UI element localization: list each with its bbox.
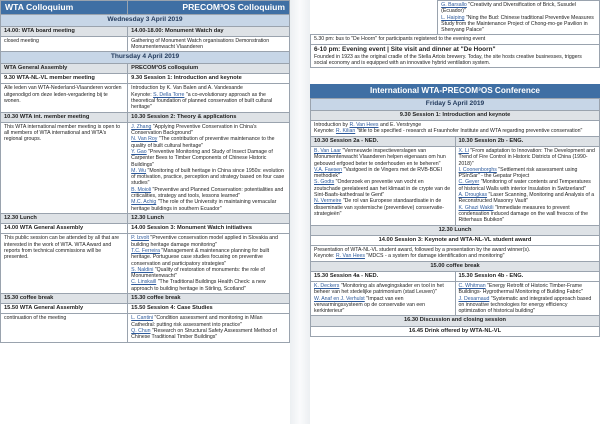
- session-row: [1, 294, 290, 304]
- session-title: 15.50 WTA General Assembly: [1, 304, 128, 314]
- session-row: [311, 316, 600, 326]
- speaker-name: B. Moioli: [131, 186, 152, 193]
- speaker-name: S. Godts: [314, 179, 335, 186]
- evening-row: [311, 44, 600, 68]
- session-row: [311, 235, 600, 245]
- speaker-name: R. Van Hees: [349, 122, 379, 129]
- talk-item: [131, 168, 286, 187]
- talk-item: [131, 267, 286, 280]
- conference-title: International WTA-PRECOM³OS Conference: [310, 84, 600, 98]
- keynote-line: [314, 128, 596, 134]
- talk-title: "Research on Structural Safety Assessment Method of Chinese Traditional Timber Buildings": [131, 328, 277, 341]
- evening-title: 6-10 pm: Evening event | Site visit and dinner at "De Hoorn": [314, 45, 496, 53]
- talk-item: [131, 149, 286, 168]
- bus-note: 5.30 pm: bus to "De Hoorn" for participants registered to the evening event: [311, 35, 600, 44]
- talk-item: [459, 179, 597, 192]
- talk-title: "Preventive Monitoring and Study of Insect Damage of Carpenter Bees to Timber Components of Chinese Historic Buildings": [131, 148, 273, 168]
- conference-table: [310, 98, 600, 336]
- speaker-name: L. Cantini: [131, 315, 154, 322]
- day-label: Wednesday 3 April 2019: [1, 15, 290, 27]
- speaker-name: N. Vermeire: [314, 198, 342, 205]
- speaker-name: V.A. Faesen: [314, 166, 343, 173]
- talk-title: "Creativity and Diversification of Brick, Susudel (Ecuador)": [441, 2, 576, 15]
- talk-title: "The Traditional Buildings Health Check: a new approach to building heritage in Stirling, Scotland": [131, 279, 266, 292]
- session-detail-row: [1, 122, 290, 213]
- session-title: 10.30 Session 2a - NED.: [311, 136, 456, 146]
- talk-title: "title to be specified - research at Fraunhofer Institute and WTA regarding preventive conservation": [355, 128, 583, 135]
- session-title: 9.30 WTA-NL-VL member meeting: [1, 74, 128, 84]
- session-detail: continuation of the meeting: [1, 314, 128, 342]
- day-label: Friday 5 April 2019: [311, 99, 600, 111]
- day-row-thursday: [1, 52, 290, 64]
- session-title: 16.45 Drink offered by WTA-NL-VL: [311, 326, 600, 336]
- talk-item: [131, 315, 286, 328]
- talk-title: "Ning the Bud: Chinese traditional Preventive Measures Study from the Maintenance Project of Chong-mo-ge Pavilion in Shenyang Palace": [441, 14, 594, 34]
- session-title: 14.00: WTA board meeting: [1, 26, 128, 36]
- session-row: [311, 225, 600, 235]
- talk-title: "Quality of restoration of monuments: the role of Monumentenwacht": [131, 266, 265, 280]
- speaker-name: G. Barsallo: [441, 2, 467, 8]
- talk-title: "Monitoring als afwegingskader en tool in het beheer van het stedelijke patrimonium (stad Leuven)": [314, 282, 444, 296]
- session-detail: This WTA international member meeting is open to all members of WTA international and WTA's regional groups.: [1, 122, 128, 213]
- speaker-name: B. Van Laar: [314, 147, 342, 154]
- intro-line: Introduction by K. Van Balen and A. Vandesande: [131, 85, 243, 92]
- session-detail-row: [311, 1, 600, 35]
- session-title: PRECOM³OS colloquium: [128, 63, 290, 73]
- speaker-name: T.C. Ferreira: [131, 247, 160, 254]
- session-detail-row: [311, 121, 600, 137]
- award-line: Presentation of WTA-NL-VL student award, followed by a presentation by the award winner(s).: [314, 246, 531, 253]
- talk-title: "Settlement risk assessment using PSInSar" - the Gepatar Project: [458, 166, 578, 180]
- speaker-name: C. Whitman: [458, 282, 486, 289]
- session-row: [311, 271, 600, 281]
- talk-title: "The role of the University in maintaining vernacular heritage buildings in southern Ecuador": [131, 199, 277, 212]
- talk-title: "Energy Retrofit of Historic Timber-Frame Buildings- Hygrothermal Monitoring of Building Fabric": [458, 282, 583, 296]
- session-row: [311, 261, 600, 271]
- talk-title: "Vastgoed in de Vingers met de RVB-BOEI methodiek": [314, 166, 442, 180]
- speaker-name: M.C. Achig: [131, 199, 157, 206]
- session-title: 12.30 Lunch: [128, 213, 290, 223]
- session-title: 12.30 Lunch: [311, 225, 600, 235]
- speaker-name: S. Della Torre: [153, 91, 185, 98]
- session-detail-row: [1, 314, 290, 342]
- talk-list: [455, 281, 600, 315]
- speaker-name: X. Li: [458, 147, 469, 154]
- colloquium-table: [0, 0, 290, 343]
- session-detail-row: [1, 36, 290, 52]
- session-row: [1, 112, 290, 122]
- talk-item: [314, 148, 452, 167]
- talk-item: [131, 235, 286, 248]
- talk-item: [314, 198, 452, 217]
- speaker-name: L. Haiping: [441, 14, 465, 21]
- speaker-name: W. Anaf en J. Verhulst: [314, 295, 365, 302]
- speaker-name: C. Geyer: [458, 179, 480, 186]
- talk-title: "MDCS - a system for damage identification and monitoring": [364, 253, 505, 260]
- speaker-name: K. Ghazi Wakili: [458, 204, 494, 211]
- bus-row: [311, 35, 600, 44]
- keynote-label: Keynote:: [314, 253, 336, 260]
- empty-cell: [311, 1, 438, 35]
- session-title: WTA General Assembly: [1, 63, 128, 73]
- session-detail: closed meeting: [1, 36, 128, 52]
- session-title: 12.30 Lunch: [1, 213, 128, 223]
- talk-title: "From adaptation to Innovation: The Development and Trend of Fire Control in Historic Districts of China (1990-2018)": [458, 147, 595, 167]
- speaker-name: J. Zhang: [131, 123, 152, 130]
- session-detail-row: [311, 245, 600, 261]
- session-detail-row: [311, 146, 600, 225]
- speaker-name: K. Deckers: [314, 282, 340, 289]
- talk-item: [459, 296, 597, 315]
- talk-item: [131, 124, 286, 137]
- talk-title: "Applying Preventive Conservation in China's Conservation Background": [131, 123, 257, 137]
- session-title: 10.30 Session 2b - ENG.: [455, 136, 600, 146]
- talk-title: "Immediate measures to prevent condensation induced damage on the wall frescos of the Ritterhaus Bubikon": [458, 204, 588, 224]
- talk-item: [459, 192, 597, 205]
- talk-item: [131, 248, 286, 267]
- talk-title: "Verrneuwde inspectieverslagen van Monumentenwacht Vlaanderen helpen eigenaars om hun gebouwd erfgoed beter te onderhouden en te beheren": [314, 147, 446, 167]
- talk-title: "Monitoring of built heritage in China since 1950s: evolution of motivation, practice, perception and strategy based on four case studies": [131, 167, 285, 187]
- evening-desc: Founded in 1923 as the original cradle of the Stella Artois brewery. Today, the site hosts creative businesses, triggers social economy and is equipped with an innovative hybrid ventilation system.: [314, 53, 582, 67]
- session-title: 9.30 Session 1: Introduction and keynote: [311, 110, 600, 120]
- speaker-name: C. Linskaill: [131, 279, 157, 286]
- session-title: 15.30 coffee break: [128, 294, 290, 304]
- header-row: [1, 1, 290, 15]
- session-row: [311, 326, 600, 336]
- session-detail-row: [311, 281, 600, 315]
- speaker-name: P. Izvolt: [131, 235, 149, 242]
- talk-title: "Preventive conservation model applied in Slovakia and building heritage damage monitoring": [131, 235, 278, 248]
- talk-item: [131, 187, 286, 200]
- talk-list: [438, 1, 600, 35]
- talk-title: "Laser Scanning, Monitoring and Analysis of a Reconstructed Masonry Vault": [458, 192, 595, 205]
- talk-list: [455, 146, 600, 225]
- talk-item: [459, 148, 597, 167]
- speaker-name: N. Van Roy: [131, 136, 158, 143]
- talk-list: [128, 314, 290, 342]
- session-row: [1, 63, 290, 73]
- session-title: 14.00 Session 3: Monument Watch initiatives: [128, 224, 290, 234]
- talk-item: [314, 179, 452, 198]
- talk-item: [131, 328, 286, 341]
- session-row: [1, 213, 290, 223]
- wta-colloquium-title: WTA Colloquium: [1, 1, 128, 15]
- talk-title: "a co-evolutionary approach as the theoretical foundation of planned conservation of built cultural heritage": [131, 91, 273, 111]
- talk-item: [441, 2, 596, 15]
- session-title: 15.30 Session 4a - NED.: [311, 271, 456, 281]
- session-detail: Gathering of Monument Watch organisations Demonstration Monumentenwacht Vlaanderen: [128, 36, 290, 52]
- session-detail: Alle leden van WTA-Nederland-Vlaanderen worden uitgenodigd om deze leden-vergadering bij te wonen.: [1, 84, 128, 112]
- keynote-line: [314, 253, 596, 259]
- talk-item: [459, 283, 597, 296]
- talk-list: [311, 146, 456, 225]
- page-gutter: [290, 0, 310, 424]
- session-title: 14.00 Session 3: Keynote and WTA-NL-VL student award: [311, 235, 600, 245]
- session-detail-row: [1, 84, 290, 112]
- session-title: 15.30 Session 4b - ENG.: [455, 271, 600, 281]
- talk-title: "Management & maintenance planning for built heritage. Portuguese case studies focusing on preventive conservation and participatory strategies": [131, 247, 270, 267]
- session-title: 9.30 Session 1: Introduction and keynote: [128, 74, 290, 84]
- keynote-line: [131, 92, 286, 111]
- session-row: [1, 26, 290, 36]
- talk-item: [441, 15, 596, 34]
- session-title: 16.30 Discussion and closing session: [311, 316, 600, 326]
- speaker-name: S. Naldini: [131, 266, 154, 273]
- left-page: [0, 0, 290, 424]
- session-detail-row: [1, 234, 290, 294]
- talk-item: [459, 205, 597, 224]
- keynote-label: Keynote:: [131, 91, 154, 98]
- talk-list: [128, 122, 290, 213]
- session-title: 10.30 WTA int. member meeting: [1, 112, 128, 122]
- talk-title: "Monitoring of water contents and Temperatures of historical Walls with interior Insulation in Switzerland": [458, 179, 591, 192]
- right-page: [310, 0, 600, 424]
- evening-table: [310, 0, 600, 68]
- talk-list: [128, 234, 290, 294]
- session-title: 15.50 Session 4: Case Studies: [128, 304, 290, 314]
- talk-title: "Preventive and Planned Conservation: potentialities and criticalities, strategy and tools, lessons learned": [131, 186, 284, 200]
- evening-cell: [311, 44, 600, 68]
- talk-title: "Onderzoek en preventie van vocht en zoutschade gerelateerd aan het klimaat in de crypte van de Sint-Baafs-kathedraal te Gent": [314, 179, 451, 199]
- talk-title: "The contribution of preventive maintenance to the quality of built cultural heritage": [131, 136, 275, 149]
- speaker-name: Q. Chun: [131, 328, 151, 335]
- session-title: 10.30 Session 2: Theory & applications: [128, 112, 290, 122]
- session-row: [311, 110, 600, 120]
- session-detail: This public session can be attended by all that are interested in the work of WTA. WTA Award and reports from technical commissions will be presented.: [1, 234, 128, 294]
- talk-item: [131, 136, 286, 149]
- session-row: [1, 224, 290, 234]
- session-detail: [311, 245, 600, 261]
- keynote-label: Keynote:: [314, 128, 336, 135]
- speaker-name: I. Coonenborghs: [458, 166, 497, 173]
- speaker-name: R. Kilian: [335, 128, 356, 135]
- speaker-name: M. Wu: [131, 167, 147, 174]
- talk-item: [314, 283, 452, 296]
- talk-item: [131, 279, 286, 292]
- talk-list: [311, 281, 456, 315]
- session-title: 14.00 WTA General Assembly: [1, 224, 128, 234]
- talk-title: "Systematic and integrated approach based on innovative technologies for energy efficiency optimization of historical building": [458, 295, 592, 315]
- day-row-wednesday: [1, 15, 290, 27]
- precomos-colloquium-title: PRECOM³OS Colloquium: [128, 1, 290, 15]
- session-row: [1, 74, 290, 84]
- speaker-name: R. Van Hees: [335, 253, 365, 260]
- talk-item: [314, 296, 452, 315]
- speaker-name: Y. Gao: [131, 148, 147, 155]
- talk-title: "De rol van Europese standaardisatie in de disseminatie van systemische (preventieve) conservatie-strategieën": [314, 198, 445, 217]
- session-detail: [128, 84, 290, 112]
- session-row: [311, 136, 600, 146]
- talk-item: [314, 167, 452, 180]
- talk-item: [459, 167, 597, 180]
- speaker-name: J. Desarnaud: [458, 295, 490, 302]
- conference-block: [310, 84, 600, 336]
- session-title: 15.00 coffee break: [311, 261, 600, 271]
- day-row-friday: [311, 99, 600, 111]
- talk-title: "Condition assessment and monitoring in Milan Cathedral: putting risk assessment into practice": [131, 315, 263, 328]
- intro-rest: and E. Verstrynge: [378, 122, 422, 129]
- speaker-name: A. Drougkas: [458, 192, 488, 199]
- session-title: 15.30 coffee break: [1, 294, 128, 304]
- day-label: Thursday 4 April 2019: [1, 52, 290, 64]
- talk-title: "Impact van een verwarmingssysteem op de conservatie van een kerkinterieur": [314, 295, 426, 315]
- talk-item: [131, 199, 286, 212]
- session-row: [1, 304, 290, 314]
- intro-label: Introduction by: [314, 122, 350, 129]
- session-detail: [311, 121, 600, 137]
- session-title: 14.00-18.00: Monument Watch day: [128, 26, 290, 36]
